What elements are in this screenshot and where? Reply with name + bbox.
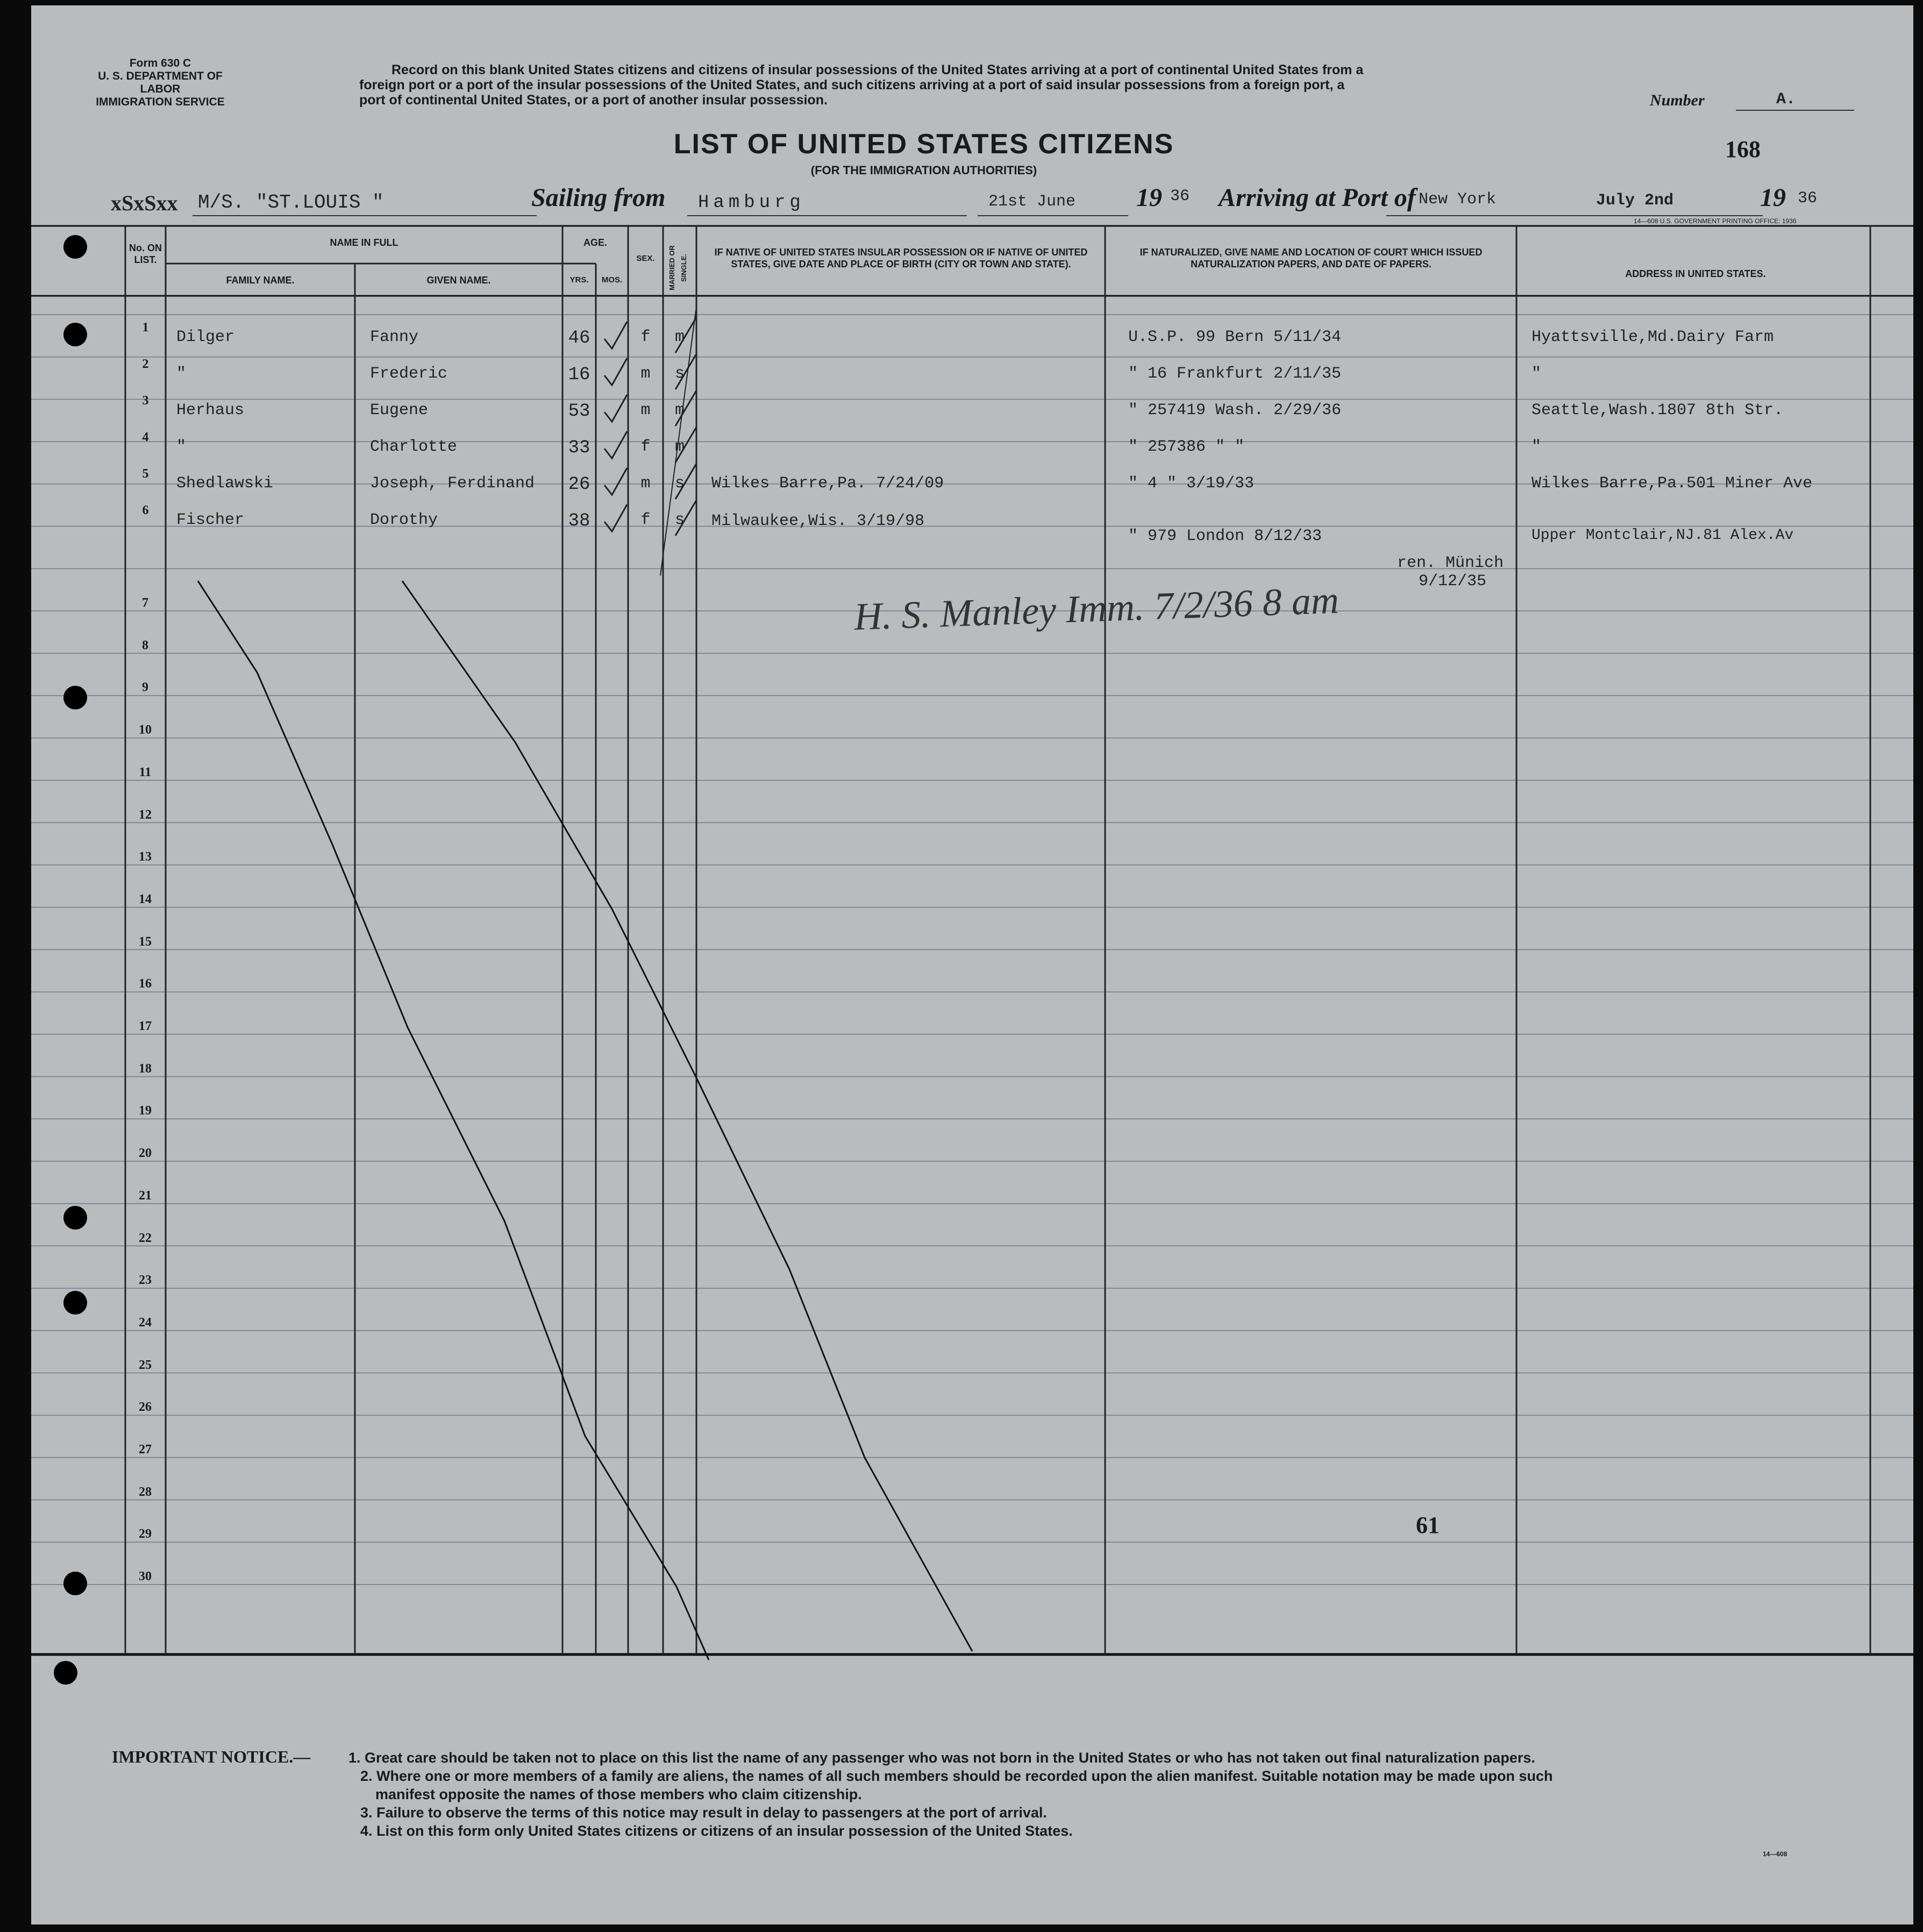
line-number: 16 — [139, 977, 152, 991]
col-no: No. ON LIST. — [129, 243, 162, 265]
notice-item-2: 2. Where one or more members of a family are aliens, the names of all such members should be recorded upon the alien manifest. Suitable notation may be made upon such — [360, 1768, 1553, 1784]
binder-hole — [63, 235, 87, 259]
sex-cell: f — [640, 511, 651, 529]
sailing-from-port: Hamburg — [698, 193, 805, 213]
naturalization-cell: " 16 Frankfurt 2/11/35 — [1128, 365, 1342, 383]
instruction-line: Record on this blank United States citizens and citizens of insular possessions of the United States arriving at a port of continental United States from a — [391, 62, 1364, 77]
form-number: Form 630 C — [129, 57, 191, 69]
address-cell: Hyattsville,Md.Dairy Farm — [1532, 328, 1774, 346]
table-row — [31, 321, 1913, 360]
line-number: 9 — [142, 680, 148, 695]
binder-hole — [63, 1206, 87, 1230]
number-label: Number — [1650, 91, 1705, 109]
line-number: 23 — [139, 1273, 152, 1288]
marital-status-cell: m — [674, 401, 685, 420]
sex-cell: f — [640, 438, 651, 456]
naturalization-cell: U.S.P. 99 Bern 5/11/34 — [1128, 328, 1342, 346]
year-prefix: 19 — [1136, 183, 1162, 212]
given-name-cell: Eugene — [370, 401, 429, 420]
given-name-cell: Dorothy — [370, 511, 438, 529]
line-number: 26 — [139, 1400, 152, 1415]
line-number: 15 — [139, 934, 152, 949]
binder-hole — [63, 323, 87, 346]
col-birth: IF NATIVE OF UNITED STATES INSULAR POSSESSION OR IF NATIVE OF UNITED STATES, GIVE DATE AND PLACE OF BIRTH (CITY OR TOWN AND STATE). — [714, 247, 1088, 269]
sail-year: 36 — [1170, 187, 1190, 205]
family-name-cell: Shedlawski — [176, 474, 274, 493]
line-number: 18 — [139, 1061, 152, 1076]
renaturalization-date: 9/12/35 — [1419, 572, 1487, 591]
page-title: LIST OF UNITED STATES CITIZENS — [673, 129, 1174, 160]
renaturalization-note: ren. Münich — [1397, 554, 1504, 572]
page-subtitle: (FOR THE IMMIGRATION AUTHORITIES) — [810, 164, 1037, 177]
marital-status-cell: s — [674, 511, 685, 529]
notice-item-3: 3. Failure to observe the terms of this notice may result in delay to passengers at the port of arrival. — [360, 1805, 1047, 1821]
table-row — [31, 467, 1913, 507]
notice-item-1: 1. Great care should be taken not to place on this list the name of any passenger who was not born in the United States or who has not taken out final naturalization papers. — [348, 1750, 1535, 1766]
given-name-cell: Fanny — [370, 328, 419, 346]
family-name-cell: " — [176, 365, 187, 383]
address-cell: Upper Montclair,NJ.81 Alex.Av — [1532, 527, 1794, 544]
page-number: 168 — [1725, 136, 1761, 162]
instruction-line: port of continental United States, or a port of another insular possession. — [359, 93, 828, 108]
col-yrs: YRS. — [569, 275, 589, 285]
line-number: 10 — [139, 723, 152, 737]
line-number: 24 — [139, 1315, 152, 1330]
line-number: 29 — [139, 1527, 152, 1542]
table-row — [31, 357, 1913, 397]
rownum-cell: 1 — [142, 321, 149, 335]
col-address: ADDRESS IN UNITED STATES. — [1625, 268, 1766, 279]
cancel-stroke-right — [402, 581, 972, 1651]
col-sex: SEX. — [636, 254, 655, 263]
address-cell: " — [1532, 365, 1542, 383]
cancel-stroke-left — [198, 581, 709, 1660]
stamp-number: 61 — [1416, 1512, 1440, 1538]
table-row — [31, 430, 1913, 470]
age-years-cell: 26 — [568, 474, 590, 495]
age-years-cell: 53 — [568, 401, 590, 422]
line-number: 8 — [142, 638, 148, 652]
rownum-cell: 3 — [142, 394, 149, 408]
col-age: AGE. — [583, 237, 607, 248]
line-number: 28 — [139, 1484, 152, 1499]
line-number: 11 — [139, 765, 152, 779]
line-number: 17 — [139, 1019, 152, 1033]
arriving-label: Arriving at Port of — [1219, 183, 1416, 212]
family-name-cell: Fischer — [176, 511, 245, 529]
naturalization-cell: " 4 " 3/19/33 — [1128, 474, 1255, 493]
col-family-name: FAMILY NAME. — [226, 275, 295, 286]
instruction-line: foreign port or a port of the insular possessions of the United States, and such citizens arriving at a port of said insular possessions from a foreign port, a — [359, 77, 1345, 93]
col-mos: MOS. — [601, 275, 623, 285]
line-number: 21 — [139, 1188, 152, 1203]
table-grid — [31, 5, 1913, 1924]
rownum-cell: 6 — [142, 503, 149, 517]
line-number: 20 — [139, 1146, 152, 1161]
age-years-cell: 46 — [568, 328, 590, 349]
naturalization-cell: " 257419 Wash. 2/29/36 — [1128, 401, 1342, 420]
col-naturalized: IF NATURALIZED, GIVE NAME AND LOCATION OF COURT WHICH ISSUED NATURALIZATION PAPERS, AND DATE OF PAPERS. — [1139, 247, 1483, 269]
family-name-cell: Dilger — [176, 328, 235, 346]
arrival-year: 36 — [1798, 189, 1818, 208]
address-cell: Seattle,Wash.1807 8th Str. — [1532, 401, 1784, 420]
binder-hole — [63, 1572, 87, 1595]
line-number: 22 — [139, 1231, 152, 1245]
sail-date: 21st June — [988, 193, 1076, 211]
marital-status-cell: s — [674, 474, 685, 493]
age-years-cell: 16 — [568, 365, 590, 385]
line-number: 14 — [139, 892, 152, 906]
col-given-name: GIVEN NAME. — [426, 275, 491, 286]
footer-code: 14—608 — [1763, 1850, 1787, 1858]
family-name-cell: " — [176, 438, 187, 456]
vessel-name: M/S. "ST.LOUIS " — [198, 191, 384, 214]
marital-status-cell: m — [674, 328, 685, 346]
binder-hole — [54, 1661, 77, 1685]
service-name: IMMIGRATION SERVICE — [96, 96, 225, 108]
binder-hole — [63, 1291, 87, 1315]
line-number: 7 — [142, 596, 148, 610]
given-name-cell: Charlotte — [370, 438, 458, 456]
department-name: U. S. DEPARTMENT OF LABOR — [98, 70, 223, 95]
sex-cell: f — [640, 328, 651, 346]
col-married: MARRIED OR SINGLE. — [668, 245, 688, 290]
line-number: 13 — [139, 850, 152, 864]
family-name-cell: Herhaus — [176, 401, 245, 420]
rownum-cell: 4 — [142, 430, 149, 444]
manifest-sheet — [31, 5, 1913, 1924]
line-number: 12 — [139, 807, 152, 822]
given-name-cell: Frederic — [370, 365, 448, 383]
birthplace-cell: Wilkes Barre,Pa. 7/24/09 — [711, 474, 944, 493]
address-cell: Wilkes Barre,Pa.501 Miner Ave — [1532, 474, 1813, 493]
sailing-from-label: Sailing from — [531, 183, 666, 212]
rownum-cell: 5 — [142, 467, 149, 481]
print-note: 14—608 U.S. GOVERNMENT PRINTING OFFICE: 1936 — [1634, 217, 1797, 225]
sex-cell: m — [640, 401, 651, 420]
given-name-cell: Joseph, Ferdinand — [370, 474, 535, 493]
table-row — [31, 394, 1913, 434]
col-name-in-full: NAME IN FULL — [330, 237, 398, 248]
naturalization-cell: " 257386 " " — [1128, 438, 1245, 456]
age-years-cell: 33 — [568, 438, 590, 458]
table-row — [31, 503, 1913, 545]
notice-item-4: 4. List on this form only United States citizens or citizens of an insular possession of the United States. — [360, 1823, 1073, 1839]
arrival-port: New York — [1419, 190, 1497, 209]
arrival-year-prefix: 19 — [1760, 183, 1786, 212]
marital-status-cell: m — [674, 438, 685, 456]
rownum-cell: 2 — [142, 357, 149, 371]
sex-cell: m — [640, 474, 651, 493]
binder-hole — [63, 686, 87, 709]
number-value: A. — [1776, 90, 1796, 109]
line-number: 30 — [139, 1569, 152, 1584]
birthplace-cell: Milwaukee,Wis. 3/19/98 — [711, 512, 925, 530]
marital-status-cell: s — [674, 365, 685, 383]
age-years-cell: 38 — [568, 511, 590, 531]
line-number: 25 — [139, 1358, 152, 1372]
ss-prefix: xSxSxx — [111, 191, 178, 215]
sex-cell: m — [640, 365, 651, 383]
line-number: 27 — [139, 1443, 152, 1457]
arrival-date: July 2nd — [1596, 191, 1674, 210]
naturalization-cell: " 979 London 8/12/33 — [1128, 527, 1322, 545]
inspector-signature: H. S. Manley Imm. 7/2/36 8 am — [853, 578, 1340, 638]
address-cell: " — [1532, 438, 1542, 456]
notice-item-2-cont: manifest opposite the names of those members who claim citizenship. — [375, 1786, 862, 1802]
line-number: 19 — [139, 1104, 152, 1118]
notice-heading: IMPORTANT NOTICE.— — [112, 1747, 311, 1766]
